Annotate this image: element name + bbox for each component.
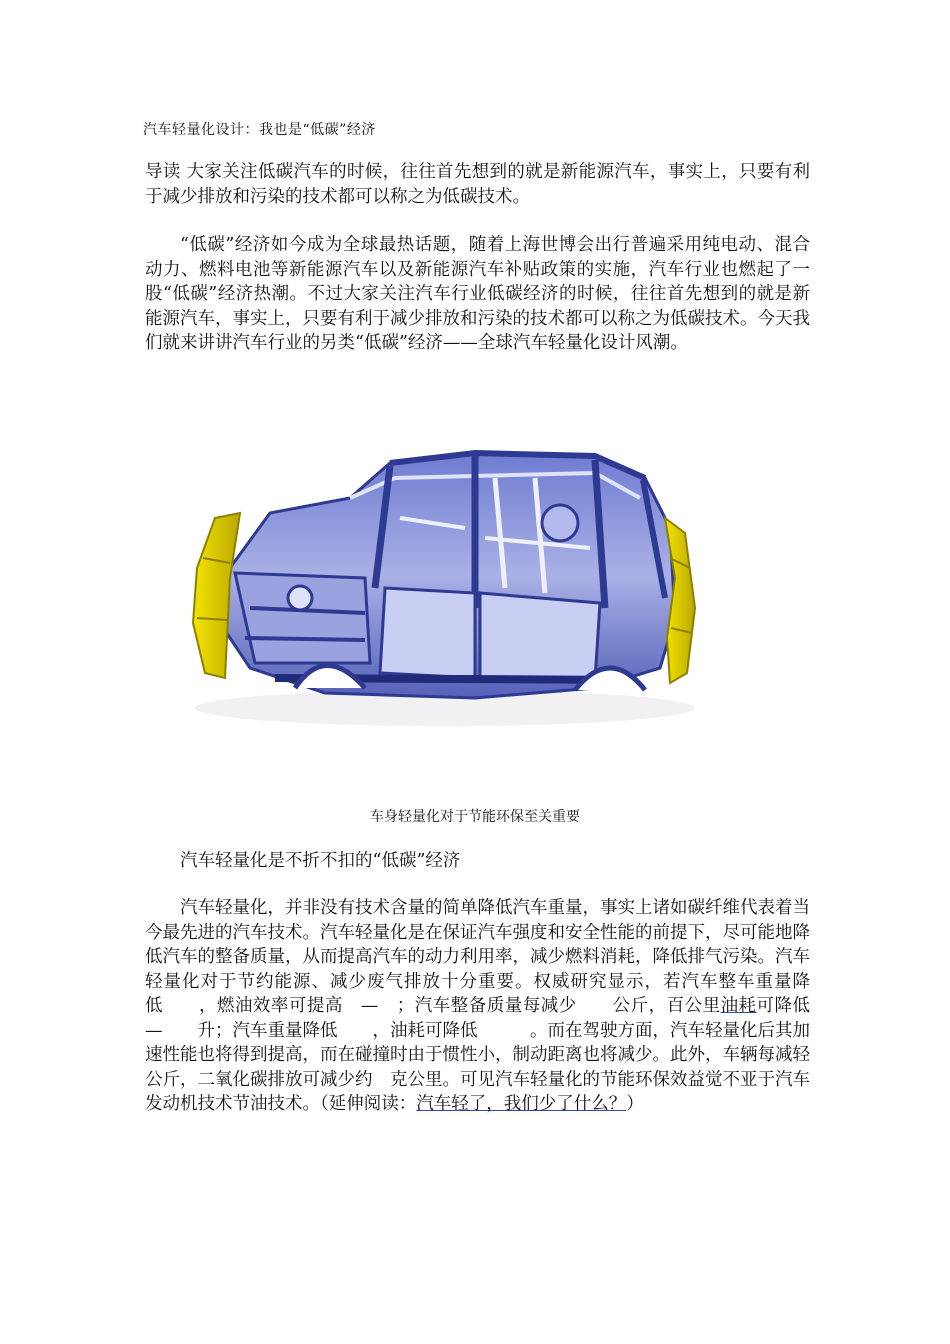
body-text-part-1: 汽车轻量化，并非没有技术含量的简单降低汽车重量，事实上诸如碳纤维代表着当今最先进的汽车技术。汽车轻量化是在保证汽车强度和安全性能的前提下，尽可能地降低汽车的整备质量，从而提高汽车的动力利用率，减少燃料消耗，降低排气污染。汽车轻量化对于节约能源、减少废气排放十分重要。权威研究显示，若汽车整车重量降低 ，燃油效率可提高 — ；汽车整备质量每减少 公斤，百公里: [145, 898, 810, 1016]
fuel-consumption-link[interactable]: 油耗: [720, 996, 757, 1016]
image-caption: 车身轻量化对于节能环保至关重要: [370, 809, 580, 825]
body-paragraph: [145, 896, 846, 1117]
body-text-part-3: ）: [626, 1094, 644, 1114]
lead-paragraph: 导读 大家关注低碳汽车的时候，往往首先想到的就是新能源汽车，事实上，只要有利于减少排放和污染的技术都可以称之为低碳技术。: [145, 162, 810, 207]
body-text-part-2: 可降低 — 升；汽车重量降低 ，油耗可降低 。而在驾驶方面，汽车轻量化后其加速性能也将得到提高，而在碰撞时由于惯性小，制动距离也将减少。此外，车辆每减轻 公斤，二氧化碳排放可减少约 克公里。可见汽车轻量化的节能环保效益觉不亚于汽车发动机技术节油技术。（延伸阅读：: [145, 996, 846, 1114]
car-body-illustration: [175, 408, 710, 743]
section-heading: 汽车轻量化是不折不扣的“低碳”经济: [180, 851, 461, 871]
article-title: 汽车轻量化设计：我也是“低碳”经济: [143, 122, 376, 138]
intro-paragraph: “低碳”经济如今成为全球最热话题，随着上海世博会出行普遍采用纯电动、混合动力、燃料电池等新能源汽车以及新能源汽车补贴政策的实施，汽车行业也燃起了一股“低碳”经济热潮。不过大家关注汽车行业低碳经济的时候，往往首先想到的就是新能源汽车，事实上，只要有利于减少排放和污染的技术都可以称之为低碳技术。今天我们就来讲讲汽车行业的另类“低碳”经济——全球汽车轻量化设计风潮。: [145, 235, 810, 353]
car-body-image: [175, 408, 710, 743]
extended-reading-link[interactable]: 汽车轻了，我们少了什么？: [416, 1094, 627, 1114]
